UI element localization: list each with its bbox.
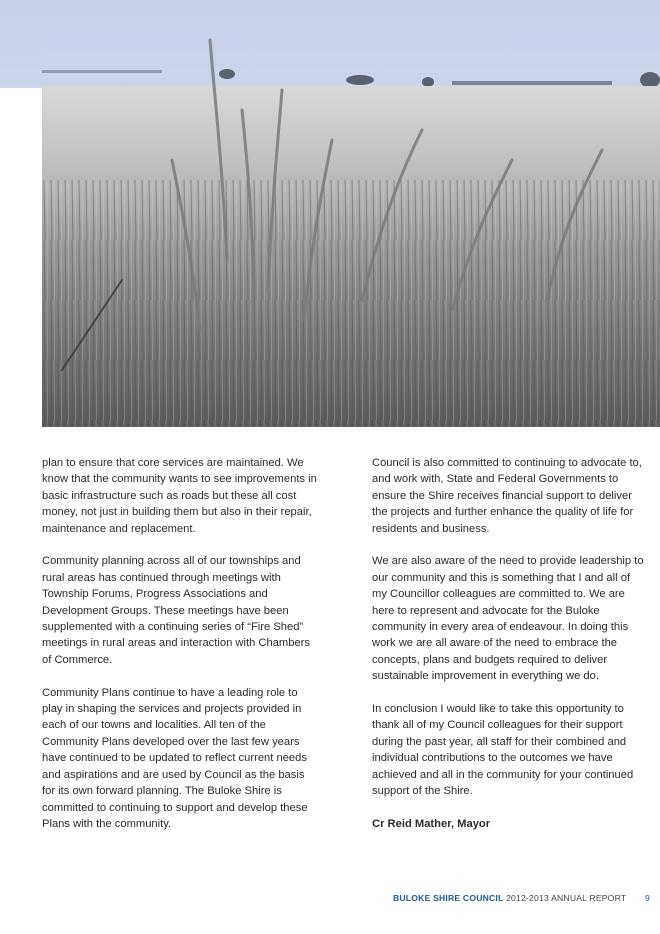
paragraph: plan to ensure that core services are maintained. We know that the community wants to see improvements in basic infrastructure such as roads but these all cost money, not just in building them but also in their repair, maintenance and replacement. — [42, 457, 317, 535]
organisation-name: BULOKE SHIRE COUNCIL — [393, 893, 504, 903]
paragraph: We are also aware of the need to provide leadership to our community and this is something that I and all of my Councillor colleagues are committed to. We are here to represent and advocate for the Buloke community in every area of endeavour. In doing this work we are all aware of the need to embrace the concepts, plans and budgets required to deliver sustainable improvement in everything we do. — [372, 555, 644, 683]
page-number: 9 — [645, 893, 650, 903]
paragraph: Community Plans continue to have a leading role to play in shaping the services and projects provided in each of our towns and localities. All ten of the Community Plans developed over the last few years have continued to be updated to reflect current needs and aspirations and are used by Council as the basis for its own forward planning. The Buloke Shire is committed to continuing to support and develop these Plans with the community. — [42, 686, 308, 830]
paragraph: Community planning across all of our townships and rural areas has continued through meetings with Township Forums, Progress Associations and Development Groups. These meetings have been supplemented with a continuing series of “Fire Shed” meetings in rural areas and interaction with Chambers of Commerce. — [42, 555, 311, 666]
paragraph: Council is also committed to continuing to advocate to, and work with, State and Federal Governments to ensure the Shire receives financial support to deliver the projects and further enhance the quality of life for residents and business. — [372, 457, 642, 535]
left-column — [42, 455, 317, 849]
wheat-stalks — [42, 180, 660, 427]
right-column — [372, 455, 647, 849]
signature: Cr Reid Mather, Mayor — [372, 817, 491, 830]
page-footer — [393, 893, 653, 903]
paragraph: In conclusion I would like to take this opportunity to thank all of my Council colleagues for their support during the past year, all staff for their combined and individual contributions to the outcomes we have achieved and all in the community for your continued support of the Shire. — [372, 703, 634, 798]
wheat-field-photo — [42, 0, 660, 427]
report-title: 2012-2013 ANNUAL REPORT — [503, 893, 627, 903]
